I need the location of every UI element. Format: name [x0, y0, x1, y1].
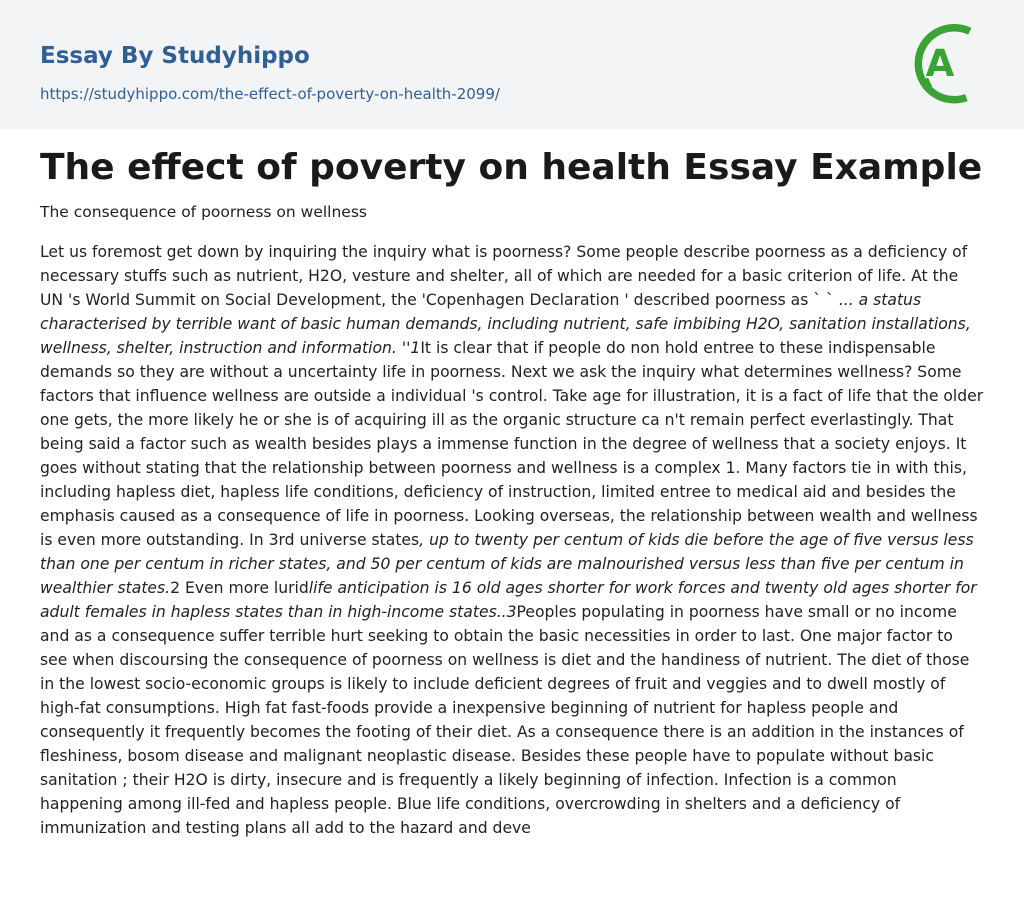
essay-subtitle: The consequence of poorness on wellness: [40, 203, 367, 221]
essay-quote-segment: , up to twenty per centum of kids die before the age of five versus less than one per centum in richer states, and 50 per centum of kids are malnourished versus less than five per centum in wealthier states.: [40, 531, 974, 597]
logo-letter: A: [925, 42, 955, 85]
essay-text-segment: It is clear that if people do non hold entree to these indispensable demands so they are without a uncertainty life in poorness. Next we ask the inquiry what determines wellness? Some factors that influence wellness are outside a individual 's control. Take age for illustration, it is a fact of life that the older one gets, the more likely he or she is of acquiring ill as the organic structure ca n't remain perfect everlastingly. That being said a factor such as wealth besides plays a immense function in the degree of wellness that a society enjoys. It goes without stating that the relationship between poorness and wellness is a complex 1. Many factors tie in with this, including hapless diet, hapless life conditions, deficiency of instruction, limited entree to medical aid and besides the emphasis caused as a consequence of life in poorness. Looking overseas, the relationship between wealth and wellness is even more outstanding. In 3rd universe states: [40, 339, 984, 549]
essay-text-segment: Let us foremost get down by inquiring the inquiry what is poorness? Some people describe poorness as a deficiency of necessary stuffs such as nutrient, H2O, vesture and shelter, all of which are needed for a basic criterion of life. At the UN 's World Summit on Social Development, the 'Copenhagen Declaration ' described poorness as ` `: [40, 243, 968, 309]
essay-text-segment: 2 Even more lurid: [170, 579, 309, 597]
essay-quote-segment: life anticipation is 16 old ages shorter for work forces and twenty old ages shorter for adult females in hapless states than in high-income states..3: [40, 579, 977, 621]
page-title: The effect of poverty on health Essay Example: [40, 147, 983, 188]
essay-body: [40, 240, 984, 840]
essay-url-link[interactable]: https://studyhippo.com/the-effect-of-poverty-on-health-2099/: [40, 85, 500, 103]
essay-quote-segment: ... a status characterised by terrible want of basic human demands, including nutrient, safe imbibing H2O, sanitation installations, wellness, shelter, instruction and information. ''1: [40, 291, 971, 357]
essay-text-segment: Peoples populating in poorness have small or no income and as a consequence suffer terrible hurt seeking to obtain the basic necessities in order to last. One major factor to see when discoursing the consequence of poorness on wellness is diet and the handiness of nutrient. The diet of those in the lowest socio-economic groups is likely to include deficient degrees of fruit and veggies and to dwell mostly of high-fat consumptions. High fat fast-foods provide a inexpensive beginning of nutrient for hapless people and consequently it frequently becomes the footing of their diet. As a consequence there is an addition in the instances of fleshiness, bosom disease and malignant neoplastic disease. Besides these people have to populate without basic sanitation ; their H2O is dirty, insecure and is frequently a likely beginning of infection. Infection is a common happening among ill-fed and hapless people. Blue life conditions, overcrowding in shelters and a deficiency of immunization and testing plans all add to the hazard and deve: [40, 603, 970, 837]
studyhippo-logo-icon[interactable]: [912, 19, 986, 105]
site-header: [0, 0, 1024, 129]
site-title[interactable]: Essay By Studyhippo: [40, 43, 310, 69]
